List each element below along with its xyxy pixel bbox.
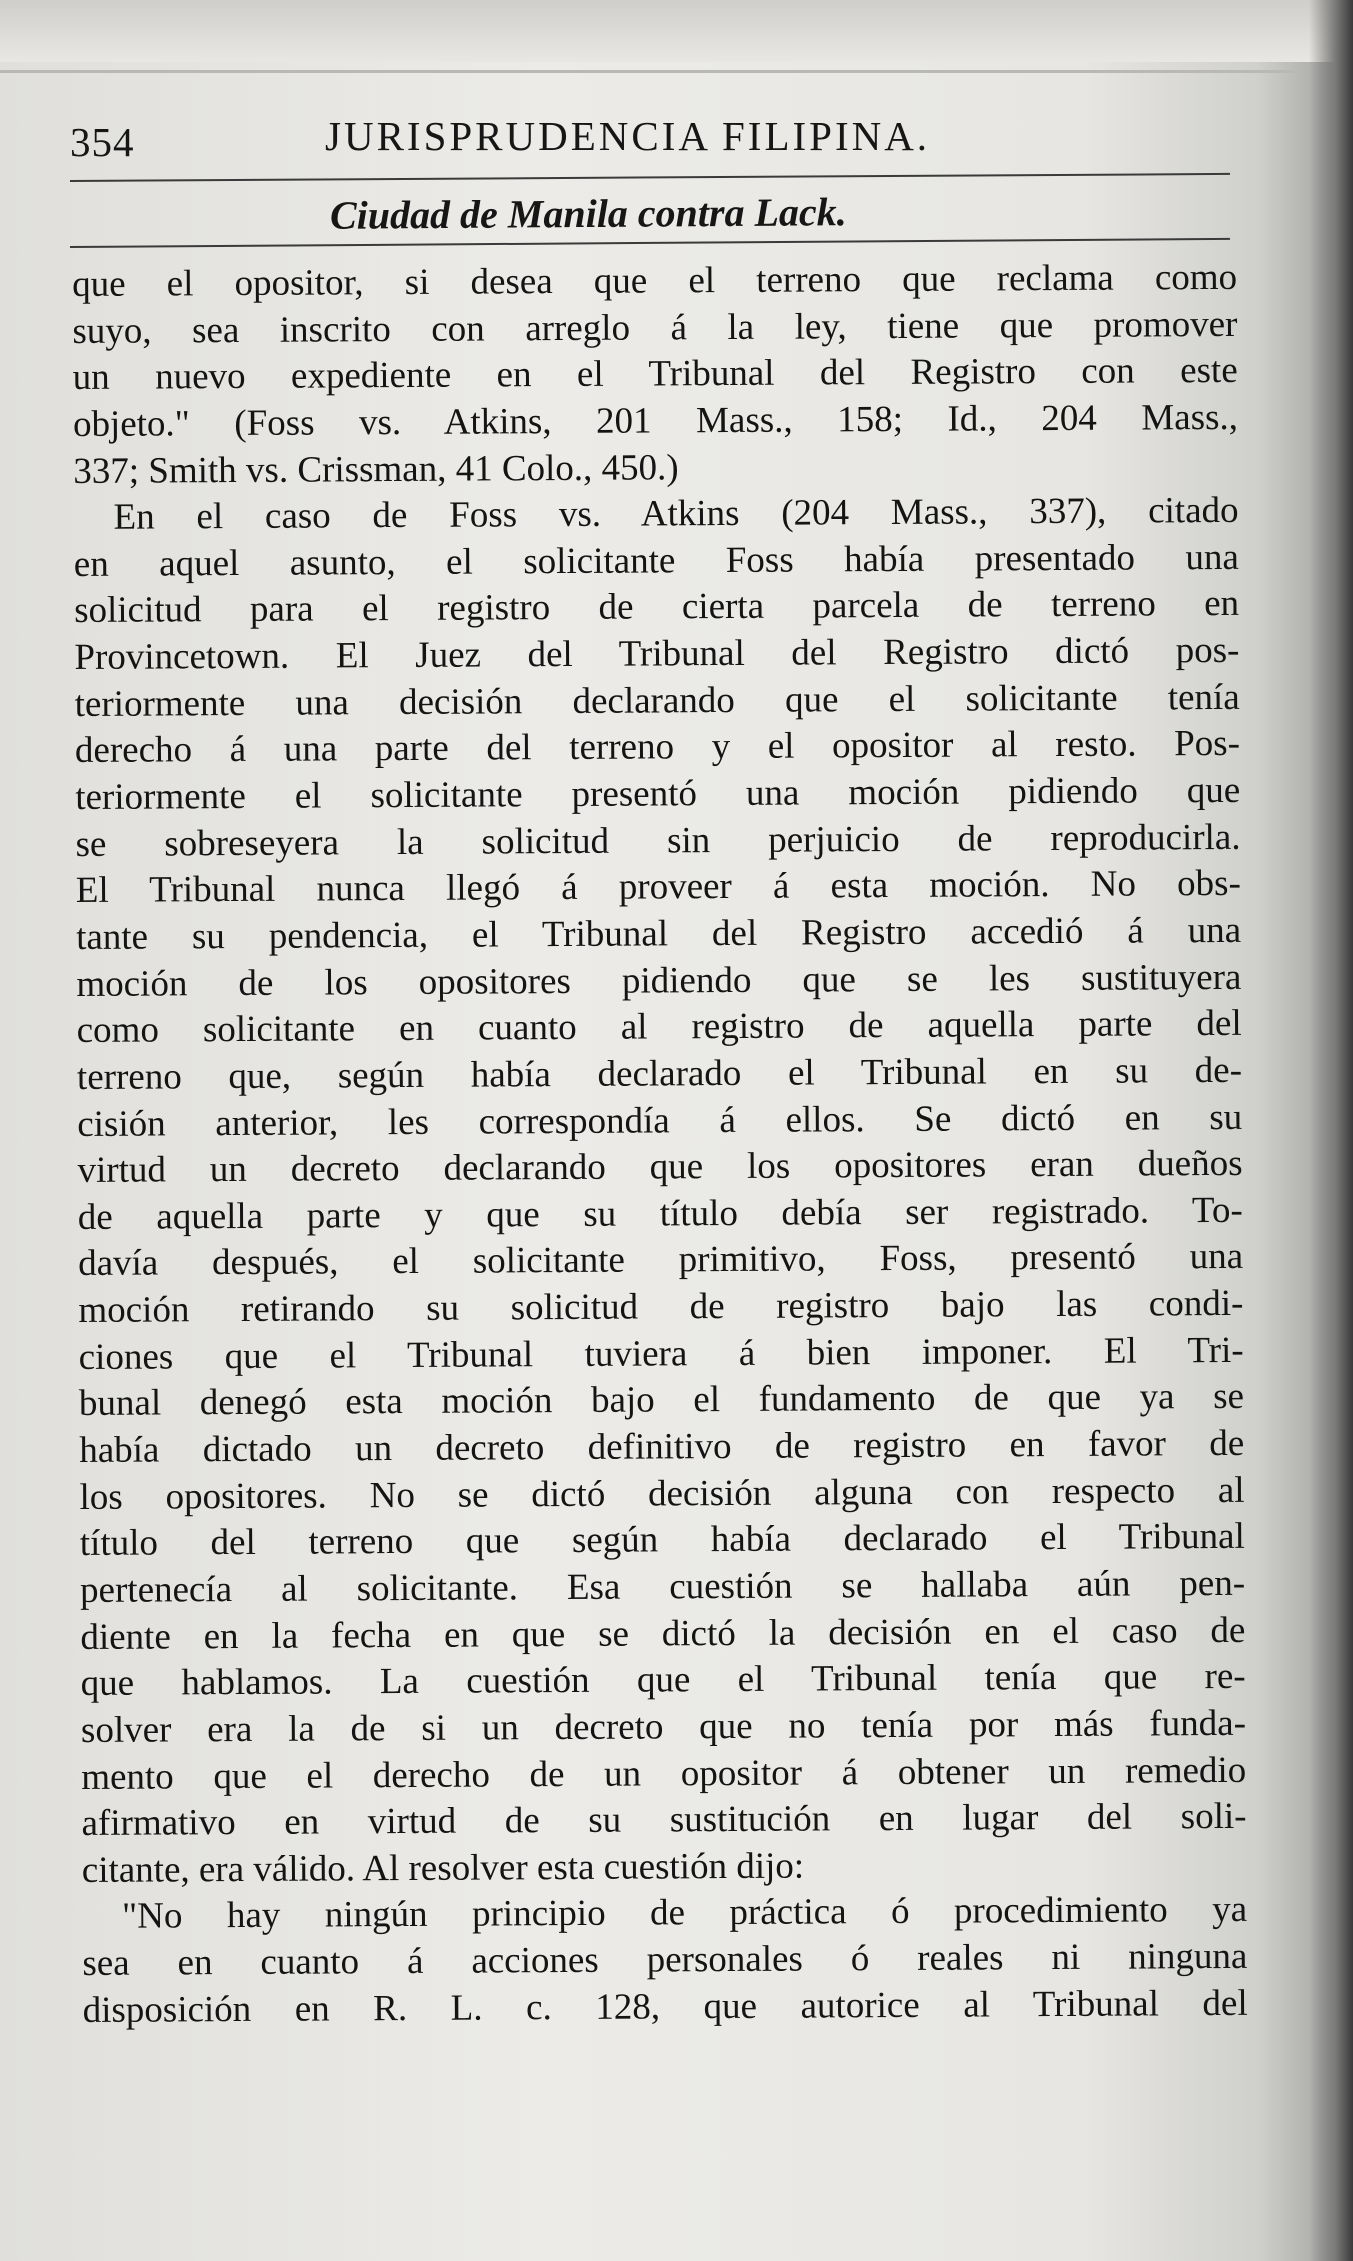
text-line: solicitud para el registro de cierta parcela de terreno en bbox=[74, 583, 1240, 632]
text-line: los opositores. No se dictó decisión alguna con respecto al bbox=[79, 1469, 1245, 1518]
text-line: teriormente el solicitante presentó una moción pidiendo que bbox=[75, 769, 1241, 819]
text-line: terreno que, según había declarado el Tribunal en su de- bbox=[76, 1049, 1243, 1098]
text-line: moción de los opositores pidiendo que se les sustituyera bbox=[76, 956, 1242, 1005]
text-line: solver era la de si un decreto que no tenía por más funda- bbox=[80, 1702, 1247, 1751]
text-line: citante, era válido. Al resolver esta cuestión dijo: bbox=[81, 1845, 805, 1891]
text-line: En el caso de Foss vs. Atkins (204 Mass., 337), citado bbox=[113, 490, 1239, 538]
text-line: tante su pendencia, el Tribunal del Registro accedió á una bbox=[76, 909, 1242, 958]
top-page-shadow bbox=[0, 0, 1353, 62]
text-line: suyo, sea inscrito con arreglo á la ley, tiene que promover bbox=[72, 303, 1238, 352]
right-page-edge bbox=[1309, 0, 1353, 2261]
text-line: 337; Smith vs. Crissman, 41 Colo., 450.) bbox=[73, 446, 679, 492]
text-line: había dictado un decreto definitivo de registro en favor de bbox=[79, 1422, 1245, 1471]
text-line: disposición en R. L. c. 128, que autorice al Tribunal del bbox=[82, 1982, 1248, 2031]
text-line: "No hay ningún principio de práctica ó procedimiento ya bbox=[121, 1889, 1248, 1938]
text-line: se sobreseyera la solicitud sin perjuicio de reproducirla. bbox=[75, 816, 1241, 865]
text-line: derecho á una parte del terreno y el opositor al resto. Pos- bbox=[74, 723, 1241, 772]
text-line: Provincetown. El Juez del Tribunal del Registro dictó pos- bbox=[74, 630, 1240, 679]
text-line: mento que el derecho de un opositor á obtener un remedio bbox=[81, 1749, 1247, 1798]
text-line: afirmativo en virtud de su sustitución en lugar del soli- bbox=[81, 1795, 1247, 1845]
top-page-edge bbox=[0, 70, 1300, 73]
body-text bbox=[72, 256, 1248, 2034]
text-line: bunal denegó esta moción bajo el fundamento de que ya se bbox=[78, 1376, 1245, 1425]
text-line: como solicitante en cuanto al registro de aquella parte del bbox=[76, 1003, 1242, 1052]
text-line: cisión anterior, les correspondía á ellos. Se dictó en su bbox=[77, 1096, 1243, 1145]
text-line: que hablamos. La cuestión que el Tribunal tenía que re- bbox=[80, 1656, 1246, 1705]
text-line: El Tribunal nunca llegó á proveer á esta moción. No obs- bbox=[75, 863, 1241, 912]
page-number: 354 bbox=[70, 119, 135, 165]
text-line: teriormente una decisión declarando que el solicitante tenía bbox=[74, 676, 1240, 725]
text-line: un nuevo expediente en el Tribunal del Registro con este bbox=[72, 350, 1238, 399]
text-line: ciones que el Tribunal tuviera á bien imponer. El Tri- bbox=[78, 1329, 1244, 1378]
text-line: diente en la fecha en que se dictó la decisión en el caso de bbox=[80, 1609, 1246, 1658]
body-lines bbox=[72, 255, 1248, 2034]
subtitle-rule bbox=[70, 238, 1230, 248]
text-line: que el opositor, si desea que el terreno que reclama como bbox=[72, 256, 1238, 305]
text-line: sea en cuanto á acciones personales ó reales ni ninguna bbox=[82, 1935, 1248, 1985]
text-line: objeto." (Foss vs. Atkins, 201 Mass., 158; Id., 204 Mass., bbox=[72, 396, 1239, 445]
text-line: virtud un decreto declarando que los opositores eran dueños bbox=[77, 1143, 1243, 1192]
text-line: pertenecía al solicitante. Esa cuestión se hallaba aún pen- bbox=[79, 1562, 1246, 1611]
journal-title: JURISPRUDENCIA FILIPINA. bbox=[325, 113, 931, 159]
text-line: título del terreno que según había declarado el Tribunal bbox=[79, 1516, 1245, 1565]
text-line: en aquel asunto, el solicitante Foss había presentado una bbox=[73, 536, 1239, 585]
text-line: de aquella parte y que su título debía ser registrado. To- bbox=[77, 1189, 1243, 1238]
case-title: Ciudad de Manila contra Lack. bbox=[329, 189, 847, 238]
running-head bbox=[70, 113, 1250, 178]
text-line: davía después, el solicitante primitivo, Foss, presentó una bbox=[77, 1236, 1244, 1285]
text-line: moción retirando su solicitud de registro bajo las condi- bbox=[78, 1282, 1244, 1332]
